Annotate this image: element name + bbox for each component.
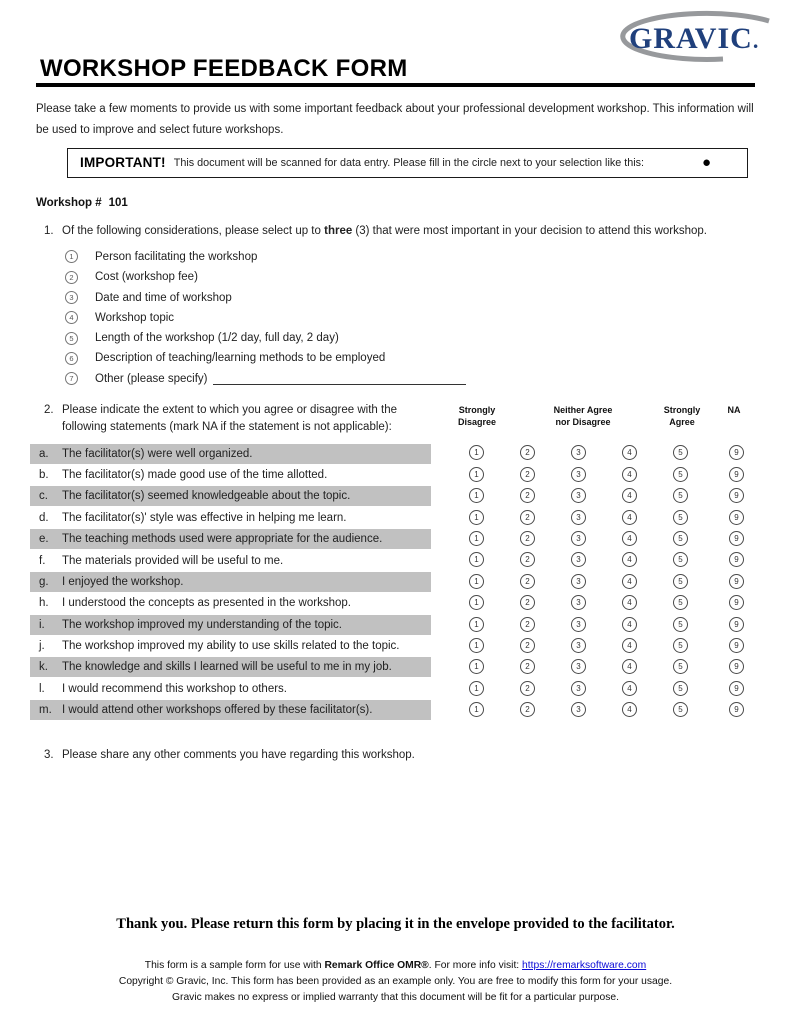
- workshop-number-line: [36, 197, 755, 209]
- rating-bubble-5[interactable]: 5: [673, 445, 688, 460]
- rating-bubble-3[interactable]: 3: [571, 552, 586, 567]
- rating-bubble-3[interactable]: 3: [571, 574, 586, 589]
- rating-bubble-4[interactable]: 4: [622, 510, 637, 525]
- question-1: [36, 223, 755, 389]
- statement-row-f: f. The materials provided will be useful to me. 1 2 3 4 5 9: [36, 550, 755, 571]
- rating-bubble-1[interactable]: 1: [469, 659, 484, 674]
- statement-row-h: h. I understood the concepts as presented in the workshop. 1 2 3 4 5 9: [36, 593, 755, 614]
- rating-bubble-3[interactable]: 3: [571, 445, 586, 460]
- rating-bubble-4[interactable]: 4: [622, 638, 637, 653]
- rating-bubble-3[interactable]: 3: [571, 659, 586, 674]
- workshop-number-value: 101: [108, 196, 128, 209]
- rating-bubble-3[interactable]: 3: [571, 617, 586, 632]
- statement-row-e: e. The teaching methods used were appropriate for the audience. 1 2 3 4 5 9: [36, 528, 755, 549]
- rating-bubble-5[interactable]: 5: [673, 467, 688, 482]
- footer-line-2: Copyright © Gravic, Inc. This form has been provided as an example only. You are free to modify this form for your usage.: [118, 976, 673, 988]
- rating-bubble-5[interactable]: 5: [673, 638, 688, 653]
- rating-bubble-9[interactable]: 9: [729, 531, 744, 546]
- rating-bubble-2[interactable]: 2: [520, 702, 535, 717]
- rating-bubble-5[interactable]: 5: [673, 595, 688, 610]
- statement-row-d: d. The facilitator(s)' style was effective in helping me learn. 1 2 3 4 5 9: [36, 507, 755, 528]
- logo-wordmark: [629, 22, 759, 56]
- rating-bubble-2[interactable]: 2: [520, 595, 535, 610]
- q1-option-6[interactable]: 6 Description of teaching/learning methods to be employed: [36, 348, 755, 368]
- rating-bubble-1[interactable]: 1: [469, 531, 484, 546]
- rating-bubble-5[interactable]: 5: [673, 531, 688, 546]
- important-label: IMPORTANT!: [80, 155, 166, 171]
- rating-bubble-1[interactable]: 1: [469, 445, 484, 460]
- rating-bubble-9[interactable]: 9: [729, 574, 744, 589]
- footer-line-1: This form is a sample form for use with Remark Office OMR®. For more info visit: https://remarksoftware.com: [144, 960, 647, 972]
- footer: [36, 958, 755, 1006]
- rating-bubble-4[interactable]: 4: [622, 552, 637, 567]
- statement-row-k: k. The knowledge and skills I learned will be useful to me in my job. 1 2 3 4 5 9: [36, 657, 755, 678]
- q1-option-7[interactable]: 7 Other (please specify): [36, 369, 755, 389]
- rating-bubble-1[interactable]: 1: [469, 510, 484, 525]
- rating-bubble-1[interactable]: 1: [469, 467, 484, 482]
- rating-bubble-9[interactable]: 9: [729, 595, 744, 610]
- rating-bubble-9[interactable]: 9: [729, 467, 744, 482]
- column-header-strongly-disagree: Strongly Disagree: [457, 404, 497, 428]
- rating-bubble-3[interactable]: 3: [571, 488, 586, 503]
- rating-bubble-2[interactable]: 2: [520, 510, 535, 525]
- rating-bubble-4[interactable]: 4: [622, 659, 637, 674]
- option-bubble-4[interactable]: 4: [65, 311, 78, 324]
- rating-bubble-2[interactable]: 2: [520, 531, 535, 546]
- rating-bubble-3[interactable]: 3: [571, 467, 586, 482]
- rating-bubble-9[interactable]: 9: [729, 659, 744, 674]
- column-header-strongly-agree: Strongly Agree: [663, 404, 701, 428]
- intro-paragraph: Please take a few moments to provide us with some important feedback about your professional development workshop. This information will be used to improve and select future workshops.: [36, 103, 754, 136]
- rating-bubble-5[interactable]: 5: [673, 681, 688, 696]
- rating-bubble-4[interactable]: 4: [622, 574, 637, 589]
- rating-bubble-4[interactable]: 4: [622, 445, 637, 460]
- rating-bubble-4[interactable]: 4: [622, 617, 637, 632]
- question-1-number: 1.: [44, 224, 54, 237]
- question-2-text: 2. Please indicate the extent to which you agree or disagree with the following statements (mark NA if the statement is not applicable):: [36, 402, 755, 437]
- question-3-number: 3.: [44, 748, 54, 761]
- rating-bubble-2[interactable]: 2: [520, 445, 535, 460]
- rating-bubble-1[interactable]: 1: [469, 617, 484, 632]
- rating-bubble-9[interactable]: 9: [729, 510, 744, 525]
- gravic-logo: [599, 8, 777, 66]
- rating-bubble-3[interactable]: 3: [571, 510, 586, 525]
- rating-bubble-4[interactable]: 4: [622, 488, 637, 503]
- rating-bubble-9[interactable]: 9: [729, 488, 744, 503]
- workshop-number-label: Workshop #: [36, 196, 102, 209]
- rating-bubble-2[interactable]: 2: [520, 552, 535, 567]
- rating-bubble-3[interactable]: 3: [571, 638, 586, 653]
- rating-bubble-1[interactable]: 1: [469, 638, 484, 653]
- statement-row-c: c. The facilitator(s) seemed knowledgeable about the topic. 1 2 3 4 5 9: [36, 486, 755, 507]
- q1-option-5[interactable]: 5 Length of the workshop (1/2 day, full day, 2 day): [36, 328, 755, 348]
- rating-bubble-5[interactable]: 5: [673, 488, 688, 503]
- question-1-text: 1. Of the following considerations, please select up to three (3) that were most important in your decision to attend this workshop.: [36, 223, 755, 240]
- statement-row-j: j. The workshop improved my ability to use skills related to the topic. 1 2 3 4 5 9: [36, 635, 755, 656]
- q1-option-2[interactable]: 2 Cost (workshop fee): [36, 267, 755, 287]
- rating-bubble-9[interactable]: 9: [729, 552, 744, 567]
- rating-bubble-1[interactable]: 1: [469, 574, 484, 589]
- rating-bubble-2[interactable]: 2: [520, 681, 535, 696]
- rating-bubble-1[interactable]: 1: [469, 488, 484, 503]
- question-3: [36, 747, 755, 764]
- question-1-options: [36, 247, 755, 389]
- logo-text: GRAVIC: [629, 22, 753, 55]
- column-header-neither: Neither Agree nor Disagree: [553, 404, 613, 428]
- rating-bubble-4[interactable]: 4: [622, 467, 637, 482]
- option-bubble-3[interactable]: 3: [65, 291, 78, 304]
- rating-bubble-9[interactable]: 9: [729, 445, 744, 460]
- rating-bubble-5[interactable]: 5: [673, 659, 688, 674]
- rating-bubble-1[interactable]: 1: [469, 702, 484, 717]
- statement-row-g: g. I enjoyed the workshop. 1 2 3 4 5 9: [36, 571, 755, 592]
- rating-bubble-5[interactable]: 5: [673, 574, 688, 589]
- rating-bubble-1[interactable]: 1: [469, 595, 484, 610]
- statement-row-a: a. The facilitator(s) were well organized. 1 2 3 4 5 9: [36, 443, 755, 464]
- important-notice-box: [67, 148, 748, 178]
- rating-bubble-9[interactable]: 9: [729, 702, 744, 717]
- option-bubble-5[interactable]: 5: [65, 332, 78, 345]
- option-bubble-2[interactable]: 2: [65, 271, 78, 284]
- page-title: WORKSHOP FEEDBACK FORM: [40, 55, 408, 82]
- q1-option-4[interactable]: 4 Workshop topic: [36, 308, 755, 328]
- rating-bubble-4[interactable]: 4: [622, 702, 637, 717]
- title-underline: [36, 83, 755, 87]
- rating-bubble-2[interactable]: 2: [520, 488, 535, 503]
- important-text: This document will be scanned for data entry. Please fill in the circle next to your selection like this:: [173, 156, 645, 169]
- rating-bubble-2[interactable]: 2: [520, 574, 535, 589]
- statement-row-m: m. I would attend other workshops offered by these facilitator(s). 1 2 3 4 5 9: [36, 700, 755, 721]
- rating-bubble-3[interactable]: 3: [571, 595, 586, 610]
- rating-bubble-4[interactable]: 4: [622, 531, 637, 546]
- statement-row-i: i. The workshop improved my understanding of the topic. 1 2 3 4 5 9: [36, 614, 755, 635]
- question-2: [36, 402, 755, 438]
- question-2-number: 2.: [44, 403, 54, 416]
- statement-row-b: b. The facilitator(s) made good use of the time allotted. 1 2 3 4 5 9: [36, 464, 755, 485]
- footer-line-3: Gravic makes no express or implied warranty that this document will be fit for a particular purpose.: [172, 992, 619, 1004]
- rating-bubble-4[interactable]: 4: [622, 681, 637, 696]
- rating-bubble-5[interactable]: 5: [673, 617, 688, 632]
- statement-grid: [36, 443, 755, 721]
- thank-you-line: Thank you. Please return this form by placing it in the envelope provided to the facilitator.: [116, 916, 675, 933]
- option-bubble-7[interactable]: 7: [65, 372, 78, 385]
- rating-bubble-2[interactable]: 2: [520, 638, 535, 653]
- rating-bubble-3[interactable]: 3: [571, 702, 586, 717]
- other-specify-line[interactable]: [213, 372, 466, 385]
- rating-bubble-9[interactable]: 9: [729, 681, 744, 696]
- logo-dot: .: [752, 28, 760, 53]
- q1-option-1[interactable]: 1 Person facilitating the workshop: [36, 247, 755, 267]
- rating-bubble-1[interactable]: 1: [469, 552, 484, 567]
- option-bubble-1[interactable]: 1: [65, 250, 78, 263]
- rating-bubble-3[interactable]: 3: [571, 681, 586, 696]
- rating-bubble-4[interactable]: 4: [622, 595, 637, 610]
- question-3-text: 3. Please share any other comments you have regarding this workshop.: [36, 747, 755, 764]
- rating-bubble-2[interactable]: 2: [520, 467, 535, 482]
- rating-bubble-9[interactable]: 9: [729, 638, 744, 653]
- option-bubble-6[interactable]: 6: [65, 352, 78, 365]
- rating-bubble-5[interactable]: 5: [673, 510, 688, 525]
- rating-bubble-9[interactable]: 9: [729, 617, 744, 632]
- column-header-na: NA: [727, 404, 741, 415]
- rating-bubble-3[interactable]: 3: [571, 531, 586, 546]
- rating-bubble-5[interactable]: 5: [673, 552, 688, 567]
- rating-bubble-1[interactable]: 1: [469, 681, 484, 696]
- remark-software-link[interactable]: https://remarksoftware.com: [522, 960, 647, 972]
- rating-bubble-2[interactable]: 2: [520, 617, 535, 632]
- rating-bubble-5[interactable]: 5: [673, 702, 688, 717]
- q1-option-3[interactable]: 3 Date and time of workshop: [36, 287, 755, 307]
- statement-row-l: l. I would recommend this workshop to others. 1 2 3 4 5 9: [36, 678, 755, 699]
- rating-bubble-2[interactable]: 2: [520, 659, 535, 674]
- filled-bubble-example-icon: ●: [701, 154, 711, 172]
